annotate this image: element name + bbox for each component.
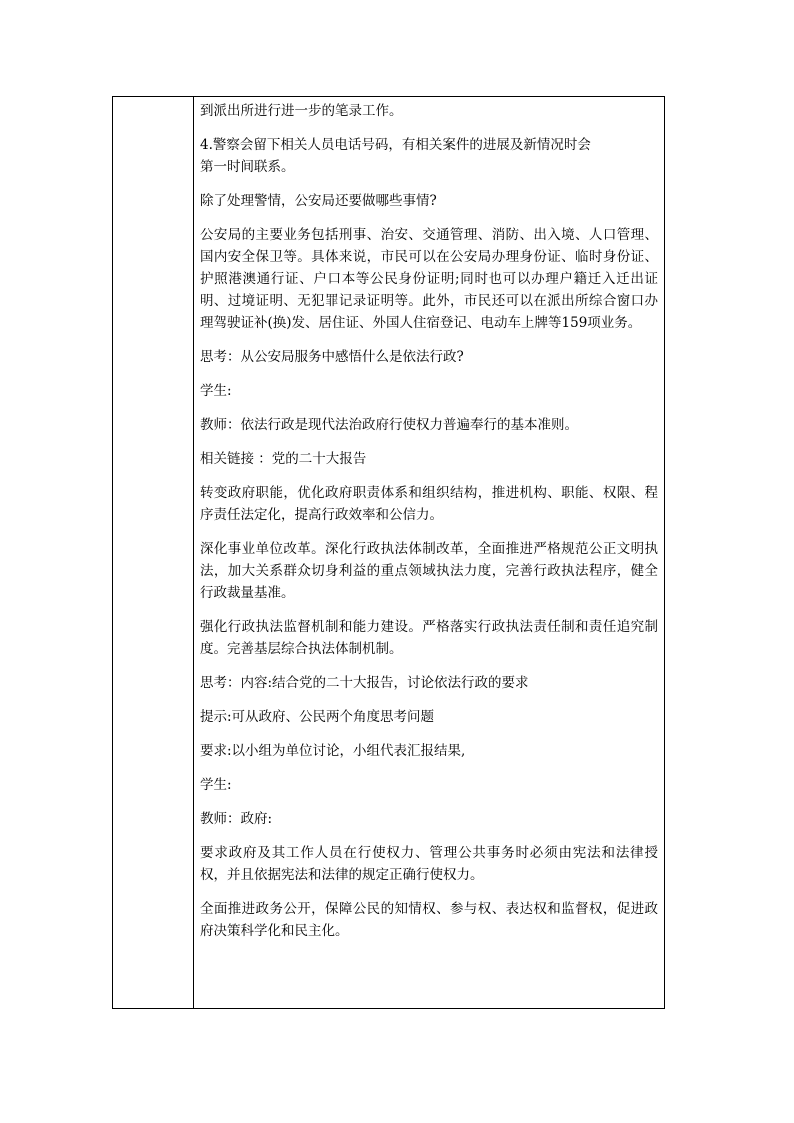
paragraph: 到派出所进行进一步的笔录工作。 (200, 103, 403, 119)
paragraph: 除了处理警情，公安局还要做哪些事情? (200, 193, 437, 209)
paragraph: 相关链接 ：党的二十大报告 (200, 451, 367, 467)
paragraph: 4.警察会留下相关人员电话号码，有相关案件的进展及新情况时会 第一时间联系。 (200, 137, 591, 175)
paragraph: 学生: (200, 383, 232, 399)
paragraph: 要求:以小组为单位讨论，小组代表汇报结果, (200, 743, 466, 759)
paragraph: 教师：依法行政是现代法治政府行使权力普遍奉行的基本准则。 (200, 417, 578, 433)
paragraph: 学生: (200, 777, 232, 793)
content-cell (200, 97, 658, 942)
paragraph: 教师：政府: (200, 811, 273, 827)
paragraph: 思考：从公安局服务中感悟什么是依法行政? (200, 349, 464, 365)
column-divider (193, 97, 194, 1008)
paragraph: 思考：内容:结合党的二十大报告，讨论依法行政的要求 (200, 675, 529, 691)
paragraph: 公安局的主要业务包括刑事、治安、交通管理、消防、出入境、人口管理、国内安全保卫等。具体来说，市民可以在公安局办理身份证、临时身份证、护照港澳通行证、户口本等公民身份证明;同时也可以办理户籍迁入迁出证明、过境证明、无犯罪记录证明等。此外，市民还可以在派出所综合窗口办理驾驶证补(换)发、居住证、外国人住宿登记、电动车上牌等159项业务。 (200, 227, 658, 331)
paragraph: 要求政府及其工作人员在行使权力、管理公共事务时必须由宪法和法律授权，并且依据宪法和法律的规定正确行使权力。 (200, 845, 658, 883)
document-table (112, 96, 665, 1009)
paragraph: 转变政府职能，优化政府职责体系和组织结构，推进机构、职能、权限、程序责任法定化，提高行政效率和公信力。 (200, 485, 658, 523)
paragraph: 深化事业单位改革。深化行政执法体制改革，全面推进严格规范公正文明执法，加大关系群众切身利益的重点领域执法力度，完善行政执法程序，健全行政裁量基准。 (200, 541, 658, 601)
paragraph: 全面推进政务公开，保障公民的知情权、参与权、表达权和监督权，促进政府决策科学化和民主化。 (200, 901, 658, 939)
paragraph: 强化行政执法监督机制和能力建设。严格落实行政执法责任制和责任追究制度。完善基层综合执法体制机制。 (200, 619, 658, 657)
paragraph: 提示:可从政府、公民两个角度思考问题 (200, 709, 435, 725)
